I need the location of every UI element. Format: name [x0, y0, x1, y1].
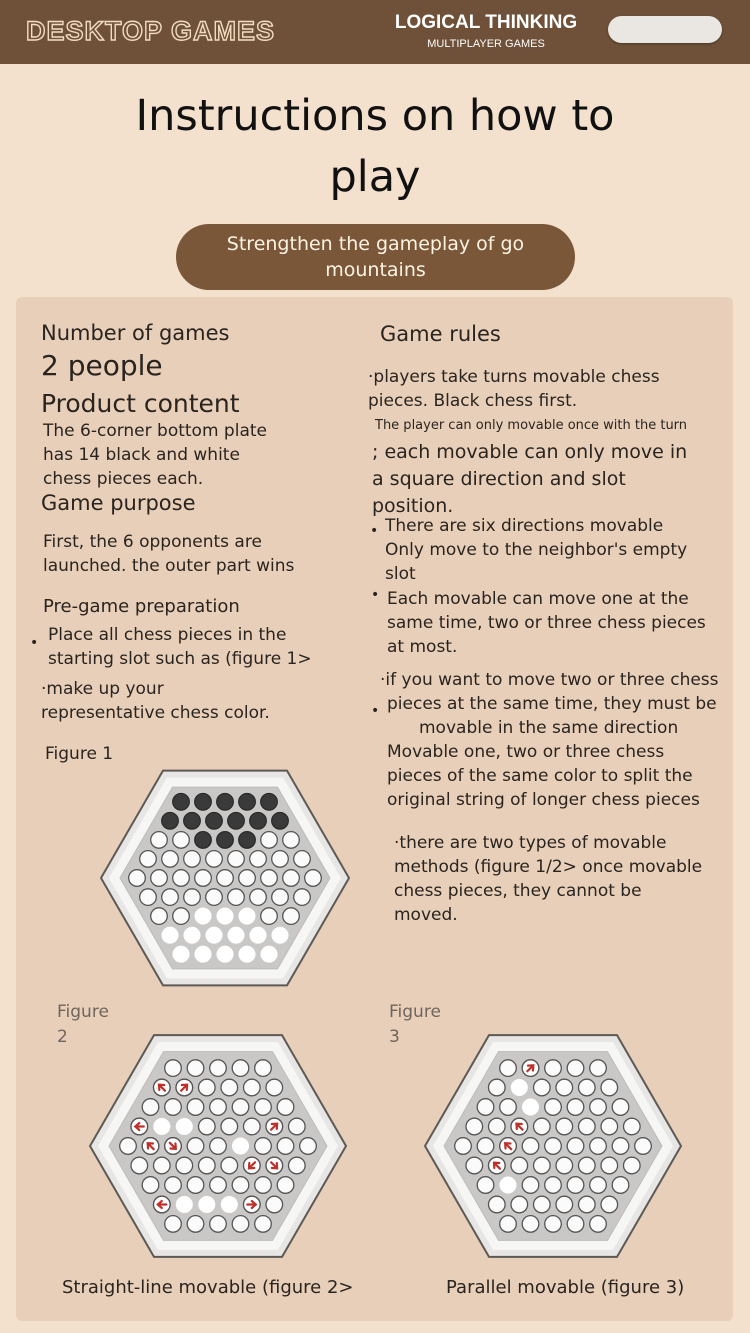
- text-line: same time, two or three chess pieces: [387, 613, 706, 633]
- slot: [567, 1177, 584, 1194]
- slot: [165, 1216, 182, 1233]
- slot: [289, 1118, 306, 1135]
- slot: [294, 889, 311, 906]
- category-subtitle: MULTIPLAYER GAMES: [427, 38, 545, 50]
- game-purpose-text: [43, 530, 294, 578]
- slot: [266, 1079, 283, 1096]
- slot: [289, 1157, 306, 1174]
- slot: [210, 1099, 227, 1116]
- slot: [176, 1157, 193, 1174]
- slot: [165, 1060, 182, 1077]
- slot: [590, 1177, 607, 1194]
- slot: [590, 1216, 607, 1233]
- slot: [195, 870, 212, 887]
- black-piece: [162, 813, 179, 830]
- black-piece: [206, 813, 223, 830]
- figure-3-caption: Parallel movable (figure 3): [446, 1277, 685, 1298]
- black-piece: [239, 794, 256, 811]
- pre-game-heading: Pre-game preparation: [43, 596, 240, 617]
- black-piece: [239, 832, 256, 849]
- slot: [556, 1157, 573, 1174]
- slot: [255, 1099, 272, 1116]
- slot: [477, 1177, 494, 1194]
- white-piece: [500, 1177, 517, 1194]
- slot: [601, 1079, 618, 1096]
- rule-1: [368, 365, 660, 413]
- white-piece: [232, 1138, 249, 1155]
- text-line: pieces. Black chess first.: [368, 391, 578, 411]
- white-piece: [272, 927, 289, 944]
- chess-color-text: [41, 677, 270, 725]
- slot: [140, 851, 157, 868]
- slot: [232, 1060, 249, 1077]
- text-line: a square direction and slot: [372, 468, 626, 490]
- slot: [534, 1118, 551, 1135]
- slot: [272, 889, 289, 906]
- slot: [545, 1099, 562, 1116]
- rule-6: [394, 831, 702, 927]
- slot: [277, 1177, 294, 1194]
- slot: [601, 1118, 618, 1135]
- bullet-dot: •: [30, 635, 39, 651]
- slot: [612, 1099, 629, 1116]
- white-piece: [206, 927, 223, 944]
- figure-3-board: [423, 1021, 683, 1271]
- slot: [228, 851, 245, 868]
- white-piece: [239, 946, 256, 963]
- slot: [500, 1216, 517, 1233]
- white-piece: [173, 946, 190, 963]
- slot: [151, 870, 168, 887]
- slot: [590, 1060, 607, 1077]
- figure-2-caption: Straight-line movable (figure 2>: [62, 1277, 354, 1298]
- black-piece: [272, 813, 289, 830]
- white-piece: [162, 927, 179, 944]
- slot: [556, 1118, 573, 1135]
- subtitle-line-1: Strengthen the gameplay of go: [226, 233, 525, 255]
- slot: [500, 1060, 517, 1077]
- white-piece: [239, 908, 256, 925]
- black-piece: [250, 813, 267, 830]
- subtitle-pill: [176, 224, 575, 290]
- slot: [567, 1138, 584, 1155]
- white-piece: [195, 946, 212, 963]
- rule-4: [387, 587, 706, 659]
- text-line: position.: [372, 495, 454, 517]
- text-line: ·players take turns movable chess: [368, 367, 660, 387]
- text-line: 2: [57, 1027, 68, 1047]
- text-line: chess pieces, they cannot be: [394, 881, 642, 901]
- black-piece: [195, 832, 212, 849]
- slot: [283, 908, 300, 925]
- slot: [612, 1138, 629, 1155]
- slot: [232, 1099, 249, 1116]
- slot: [162, 851, 179, 868]
- slot: [250, 851, 267, 868]
- text-line: The 6-corner bottom plate: [43, 421, 267, 441]
- bullet-dot: •: [370, 523, 379, 539]
- white-piece: [511, 1079, 528, 1096]
- slot: [151, 832, 168, 849]
- text-line: There are six directions movable: [385, 516, 664, 536]
- slot: [187, 1099, 204, 1116]
- slot: [534, 1079, 551, 1096]
- slot: [294, 851, 311, 868]
- slot: [129, 870, 146, 887]
- slot: [579, 1196, 596, 1213]
- text-line: First, the 6 opponents are: [43, 532, 262, 552]
- slot: [199, 1079, 216, 1096]
- games-count-label: Number of games: [41, 321, 230, 345]
- slot: [187, 1060, 204, 1077]
- slot: [232, 1177, 249, 1194]
- slot: [187, 1216, 204, 1233]
- text-line: chess pieces each.: [43, 469, 204, 489]
- slot: [210, 1216, 227, 1233]
- slot: [165, 1177, 182, 1194]
- slot: [489, 1118, 506, 1135]
- rule-5: [380, 668, 719, 812]
- slot: [567, 1060, 584, 1077]
- slot: [567, 1099, 584, 1116]
- slot: [283, 832, 300, 849]
- slot: [239, 870, 256, 887]
- text-line: pieces of the same color to split the: [387, 766, 693, 786]
- slot: [545, 1216, 562, 1233]
- slot: [266, 1196, 283, 1213]
- slot: [579, 1118, 596, 1135]
- games-count-value: 2 people: [41, 349, 163, 382]
- slot: [142, 1177, 159, 1194]
- black-piece: [195, 794, 212, 811]
- text-line: launched. the outer part wins: [43, 556, 295, 576]
- white-piece: [250, 927, 267, 944]
- text-line: Only move to the neighbor's empty: [385, 540, 688, 560]
- top-banner: [0, 0, 750, 64]
- red-arrow-icon: [131, 1118, 148, 1135]
- product-content-heading: Product content: [41, 389, 240, 418]
- slot: [477, 1099, 494, 1116]
- red-arrow-icon: [154, 1196, 171, 1213]
- slot: [300, 1138, 317, 1155]
- text-line: methods (figure 1/2> once movable: [394, 857, 703, 877]
- text-line: has 14 black and white: [43, 445, 240, 465]
- slot: [500, 1099, 517, 1116]
- text-line: ·if you want to move two or three chess: [380, 670, 719, 690]
- slot: [579, 1157, 596, 1174]
- white-piece: [195, 908, 212, 925]
- white-piece: [522, 1099, 539, 1116]
- game-purpose-heading: Game purpose: [41, 491, 196, 515]
- text-line: original string of longer chess pieces: [387, 790, 700, 810]
- white-piece: [176, 1118, 193, 1135]
- rule-2: [372, 439, 687, 520]
- slot: [261, 870, 278, 887]
- slot: [534, 1157, 551, 1174]
- black-piece: [217, 794, 234, 811]
- slot: [522, 1177, 539, 1194]
- slot: [579, 1079, 596, 1096]
- slot: [612, 1177, 629, 1194]
- slot: [305, 870, 322, 887]
- product-content-text: [43, 419, 267, 491]
- slot: [261, 908, 278, 925]
- slot: [151, 908, 168, 925]
- slot: [187, 1138, 204, 1155]
- text-line: ·there are two types of movable: [394, 833, 667, 853]
- slot: [210, 1060, 227, 1077]
- white-piece: [221, 1196, 238, 1213]
- slot: [221, 1157, 238, 1174]
- text-line: at most.: [387, 637, 458, 657]
- slot: [140, 889, 157, 906]
- slot: [232, 1216, 249, 1233]
- slot: [545, 1060, 562, 1077]
- rule-3: [385, 514, 687, 586]
- text-line: moved.: [394, 905, 458, 925]
- text-line: Figure: [57, 1002, 109, 1022]
- figure-1-label: Figure 1: [45, 744, 114, 764]
- slot: [283, 870, 300, 887]
- slot: [173, 832, 190, 849]
- slot: [206, 889, 223, 906]
- red-arrow-icon: [244, 1196, 261, 1213]
- white-piece: [176, 1196, 193, 1213]
- black-piece: [217, 832, 234, 849]
- slot: [184, 889, 201, 906]
- text-line: Figure: [389, 1002, 441, 1022]
- slot: [635, 1138, 652, 1155]
- text-line: Each movable can move one at the: [387, 589, 689, 609]
- brand-logo-text: DESKTOP GAMES: [26, 16, 276, 46]
- slot: [261, 832, 278, 849]
- slot: [511, 1157, 528, 1174]
- slot: [217, 870, 234, 887]
- slot: [601, 1157, 618, 1174]
- slot: [244, 1118, 261, 1135]
- slot: [173, 870, 190, 887]
- text-line: 3: [389, 1027, 400, 1047]
- bullet-dot: •: [371, 703, 380, 719]
- slot: [165, 1099, 182, 1116]
- slot: [210, 1177, 227, 1194]
- slot: [277, 1099, 294, 1116]
- page-title: [75, 86, 675, 208]
- slot: [255, 1177, 272, 1194]
- figure-1-board: [100, 758, 350, 998]
- slot: [466, 1157, 483, 1174]
- slot: [545, 1138, 562, 1155]
- slot: [590, 1099, 607, 1116]
- figure-2-board: [88, 1021, 348, 1271]
- slot: [120, 1138, 137, 1155]
- slot: [244, 1079, 261, 1096]
- rule-2-note: The player can only movable once with the turn: [375, 418, 688, 433]
- bullet-dot: •: [371, 587, 380, 603]
- slot: [277, 1138, 294, 1155]
- pre-game-text: [48, 623, 312, 671]
- slot: [255, 1216, 272, 1233]
- header-pill-button[interactable]: [608, 16, 722, 43]
- text-line: Place all chess pieces in the: [48, 625, 287, 645]
- slot: [162, 889, 179, 906]
- slot: [556, 1196, 573, 1213]
- white-piece: [199, 1196, 216, 1213]
- slot: [489, 1079, 506, 1096]
- slot: [624, 1157, 641, 1174]
- slot: [206, 851, 223, 868]
- text-line: slot: [385, 564, 416, 584]
- slot: [590, 1138, 607, 1155]
- white-piece: [217, 908, 234, 925]
- slot: [154, 1157, 171, 1174]
- slot: [142, 1099, 159, 1116]
- slot: [511, 1196, 528, 1213]
- slot: [466, 1118, 483, 1135]
- slot: [173, 908, 190, 925]
- text-line: starting slot such as (figure 1>: [48, 649, 312, 669]
- white-piece: [217, 946, 234, 963]
- slot: [556, 1079, 573, 1096]
- text-line: ; each movable can only move in: [372, 441, 688, 463]
- text-line: movable in the same direction: [419, 718, 679, 738]
- text-line: representative chess color.: [41, 703, 270, 723]
- page-title-line-2: play: [329, 152, 421, 202]
- text-line: Movable one, two or three chess: [387, 742, 665, 762]
- black-piece: [261, 794, 278, 811]
- slot: [210, 1138, 227, 1155]
- subtitle-line-2: mountains: [325, 259, 426, 281]
- slot: [255, 1138, 272, 1155]
- slot: [545, 1177, 562, 1194]
- slot: [534, 1196, 551, 1213]
- slot: [199, 1118, 216, 1135]
- slot: [221, 1079, 238, 1096]
- slot: [221, 1118, 238, 1135]
- white-piece: [261, 946, 278, 963]
- black-piece: [173, 794, 190, 811]
- white-piece: [228, 927, 245, 944]
- slot: [477, 1138, 494, 1155]
- slot: [250, 889, 267, 906]
- category-title: LOGICAL THINKING: [394, 12, 578, 33]
- slot: [455, 1138, 472, 1155]
- slot: [522, 1138, 539, 1155]
- slot: [601, 1196, 618, 1213]
- slot: [131, 1157, 148, 1174]
- slot: [228, 889, 245, 906]
- game-rules-heading: Game rules: [380, 322, 501, 346]
- white-piece: [154, 1118, 171, 1135]
- black-piece: [184, 813, 201, 830]
- slot: [522, 1216, 539, 1233]
- text-line: ·make up your: [41, 679, 164, 699]
- white-piece: [184, 927, 201, 944]
- slot: [624, 1118, 641, 1135]
- text-line: pieces at the same time, they must be: [387, 694, 717, 714]
- category-block: [380, 12, 592, 50]
- page-title-line-1: Instructions on how to: [135, 91, 615, 141]
- slot: [187, 1177, 204, 1194]
- black-piece: [228, 813, 245, 830]
- slot: [489, 1196, 506, 1213]
- slot: [184, 851, 201, 868]
- slot: [567, 1216, 584, 1233]
- slot: [272, 851, 289, 868]
- slot: [199, 1157, 216, 1174]
- slot: [255, 1060, 272, 1077]
